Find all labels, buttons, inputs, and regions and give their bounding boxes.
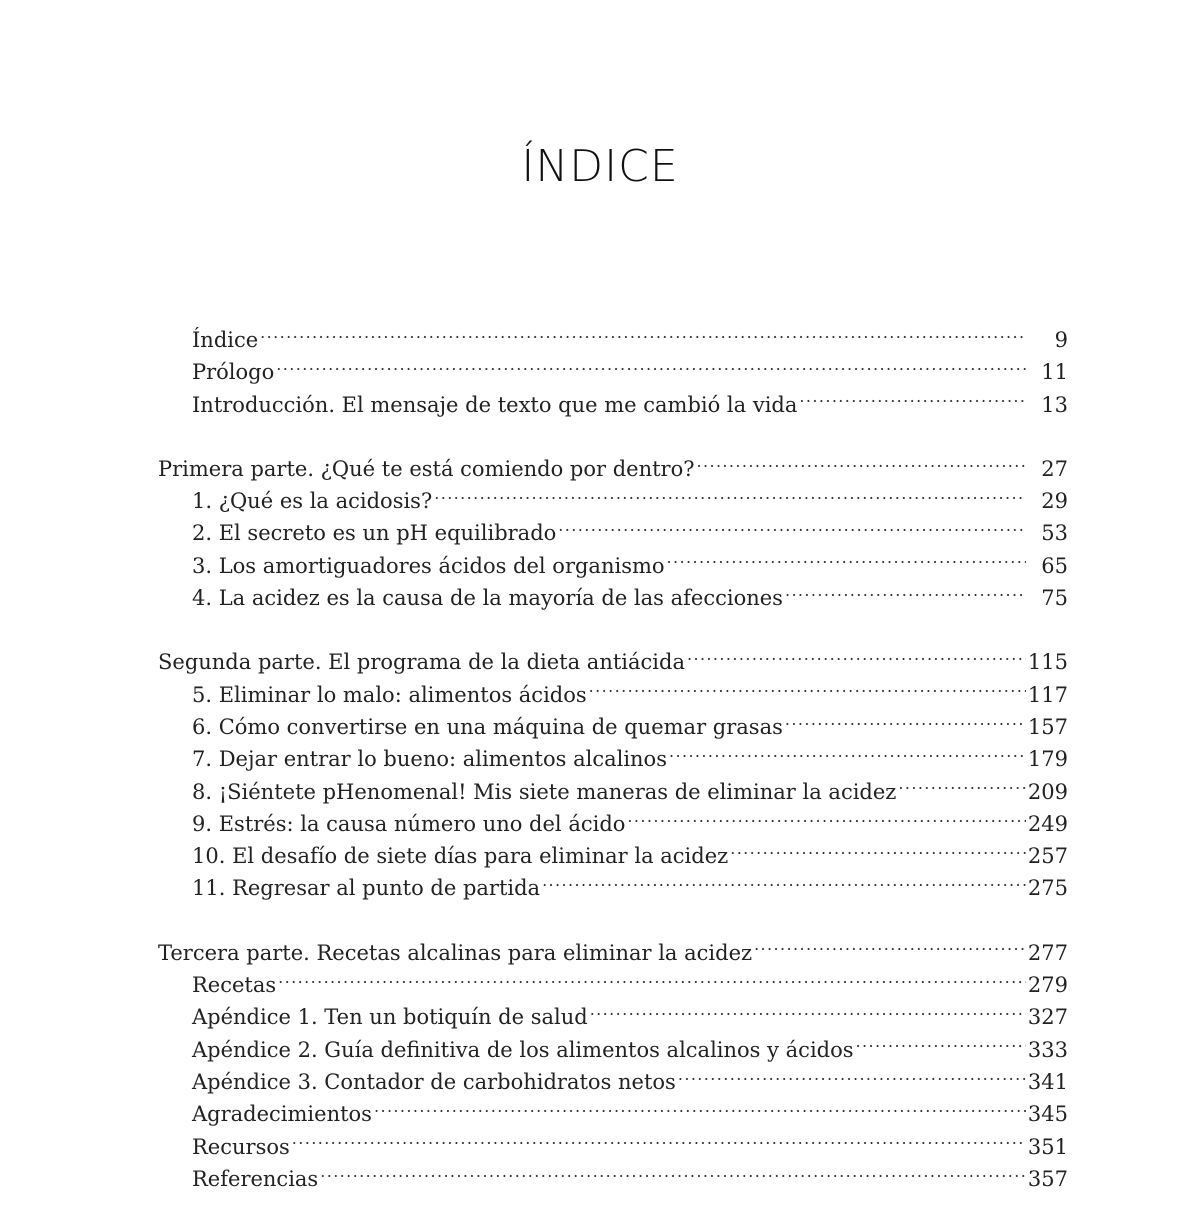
toc-entry-page: 209 bbox=[1027, 779, 1068, 804]
toc-entry-page: 333 bbox=[1027, 1037, 1068, 1062]
toc-entry-label: 7. Dejar entrar lo bueno: alimentos alcalinos bbox=[192, 743, 667, 775]
dot-leader bbox=[687, 649, 1026, 669]
toc-entry-page: 341 bbox=[1027, 1069, 1068, 1094]
toc-entry-page: 29 bbox=[1041, 489, 1068, 514]
toc-entry-page: 11 bbox=[1041, 360, 1068, 385]
toc-part-page: 27 bbox=[1041, 456, 1068, 481]
toc-group-part-two bbox=[158, 646, 1068, 904]
toc-part-heading bbox=[158, 937, 1068, 969]
toc-entry-label: Prólogo bbox=[192, 356, 274, 388]
toc-entry bbox=[158, 743, 1068, 775]
dot-leader bbox=[696, 456, 1026, 476]
toc-entry bbox=[158, 1098, 1068, 1130]
toc-entry-label: Apéndice 2. Guía definitiva de los alimentos alcalinos y ácidos bbox=[192, 1034, 854, 1066]
toc-entry-label: 3. Los amortiguadores ácidos del organismo bbox=[192, 550, 665, 582]
dot-leader bbox=[856, 1037, 1026, 1057]
dot-leader bbox=[320, 1166, 1026, 1186]
toc-entry-page: 53 bbox=[1041, 521, 1068, 546]
toc-entry bbox=[158, 679, 1068, 711]
dot-leader bbox=[627, 811, 1026, 831]
toc-entry bbox=[158, 840, 1068, 872]
table-of-contents bbox=[158, 324, 1068, 1227]
dot-leader bbox=[276, 359, 1026, 379]
dot-leader bbox=[542, 875, 1026, 895]
toc-entry bbox=[158, 1034, 1068, 1066]
toc-entry-label: Índice bbox=[192, 324, 258, 356]
toc-entry-label: 10. El desafío de siete días para eliminar la acidez bbox=[192, 840, 728, 872]
dot-leader bbox=[730, 843, 1026, 863]
dot-leader bbox=[667, 553, 1026, 573]
toc-entry-label: 4. La acidez es la causa de la mayoría de las afecciones bbox=[192, 582, 783, 614]
toc-entry-label: Recursos bbox=[192, 1131, 290, 1163]
toc-entry-page: 9 bbox=[1054, 328, 1068, 352]
toc-group-part-one bbox=[158, 453, 1068, 614]
toc-entry bbox=[158, 711, 1068, 743]
toc-part-label: Segunda parte. El programa de la dieta antiácida bbox=[158, 646, 685, 678]
toc-entry bbox=[158, 1131, 1068, 1163]
toc-entry-label: Referencias bbox=[192, 1163, 318, 1195]
dot-leader bbox=[558, 520, 1026, 540]
toc-entry-label: Apéndice 1. Ten un botiquín de salud bbox=[192, 1001, 588, 1033]
toc-entry bbox=[158, 776, 1068, 808]
toc-entry-page: 351 bbox=[1027, 1134, 1068, 1159]
toc-entry bbox=[158, 1163, 1068, 1195]
toc-entry-page: 249 bbox=[1027, 811, 1068, 836]
dot-leader bbox=[434, 488, 1026, 508]
toc-entry-page: 275 bbox=[1027, 876, 1068, 901]
toc-entry-label: Apéndice 3. Contador de carbohidratos netos bbox=[192, 1066, 676, 1098]
toc-part-page: 277 bbox=[1027, 940, 1068, 965]
toc-group-front-matter bbox=[158, 324, 1068, 421]
toc-entry bbox=[158, 550, 1068, 582]
toc-entry bbox=[158, 872, 1068, 904]
dot-leader bbox=[278, 972, 1026, 992]
dot-leader bbox=[589, 682, 1026, 702]
toc-entry bbox=[158, 969, 1068, 1001]
dot-leader bbox=[799, 392, 1026, 412]
toc-entry-label: Introducción. El mensaje de texto que me cambió la vida bbox=[192, 389, 797, 421]
toc-group-part-three bbox=[158, 937, 1068, 1195]
toc-entry-page: 257 bbox=[1027, 844, 1068, 869]
dot-leader bbox=[669, 746, 1026, 766]
toc-entry bbox=[158, 1001, 1068, 1033]
dot-leader bbox=[678, 1069, 1026, 1089]
toc-entry bbox=[158, 1066, 1068, 1098]
toc-entry-page: 75 bbox=[1041, 586, 1068, 611]
toc-entry-page: 279 bbox=[1027, 973, 1068, 998]
toc-entry-page: 327 bbox=[1027, 1005, 1068, 1030]
toc-entry bbox=[158, 389, 1068, 421]
dot-leader bbox=[785, 714, 1026, 734]
dot-leader bbox=[292, 1134, 1026, 1154]
dot-leader bbox=[754, 940, 1026, 960]
toc-entry-page: 157 bbox=[1027, 714, 1068, 739]
toc-entry-label: Recetas bbox=[192, 969, 276, 1001]
toc-entry-label: Agradecimientos bbox=[192, 1098, 372, 1130]
dot-leader bbox=[590, 1004, 1026, 1024]
dot-leader bbox=[374, 1101, 1026, 1121]
toc-entry bbox=[158, 485, 1068, 517]
toc-entry-label: 1. ¿Qué es la acidosis? bbox=[192, 485, 432, 517]
toc-entry bbox=[158, 324, 1068, 356]
toc-part-heading bbox=[158, 453, 1068, 485]
toc-entry bbox=[158, 808, 1068, 840]
toc-entry-page: 65 bbox=[1041, 553, 1068, 578]
toc-part-label: Primera parte. ¿Qué te está comiendo por dentro? bbox=[158, 453, 694, 485]
dot-leader bbox=[260, 327, 1026, 347]
dot-leader bbox=[898, 779, 1026, 799]
toc-entry-label: 8. ¡Siéntete pHenomenal! Mis siete maneras de eliminar la acidez bbox=[192, 776, 896, 808]
toc-entry-page: 345 bbox=[1027, 1102, 1068, 1127]
page-title: ÍNDICE bbox=[521, 141, 679, 193]
toc-entry-label: 2. El secreto es un pH equilibrado bbox=[192, 517, 556, 549]
toc-entry bbox=[158, 517, 1068, 549]
toc-entry-page: 117 bbox=[1027, 682, 1068, 707]
toc-entry-label: 6. Cómo convertirse en una máquina de quemar grasas bbox=[192, 711, 783, 743]
toc-part-page: 115 bbox=[1027, 650, 1068, 675]
toc-entry bbox=[158, 356, 1068, 388]
toc-part-label: Tercera parte. Recetas alcalinas para eliminar la acidez bbox=[158, 937, 752, 969]
toc-entry-label: 11. Regresar al punto de partida bbox=[192, 872, 540, 904]
toc-entry-label: 9. Estrés: la causa número uno del ácido bbox=[192, 808, 625, 840]
toc-part-heading bbox=[158, 646, 1068, 678]
dot-leader bbox=[785, 585, 1026, 605]
toc-entry-page: 13 bbox=[1041, 392, 1068, 417]
toc-entry-page: 357 bbox=[1027, 1166, 1068, 1191]
toc-entry-label: 5. Eliminar lo malo: alimentos ácidos bbox=[192, 679, 587, 711]
toc-entry-page: 179 bbox=[1027, 747, 1068, 772]
toc-entry bbox=[158, 582, 1068, 614]
